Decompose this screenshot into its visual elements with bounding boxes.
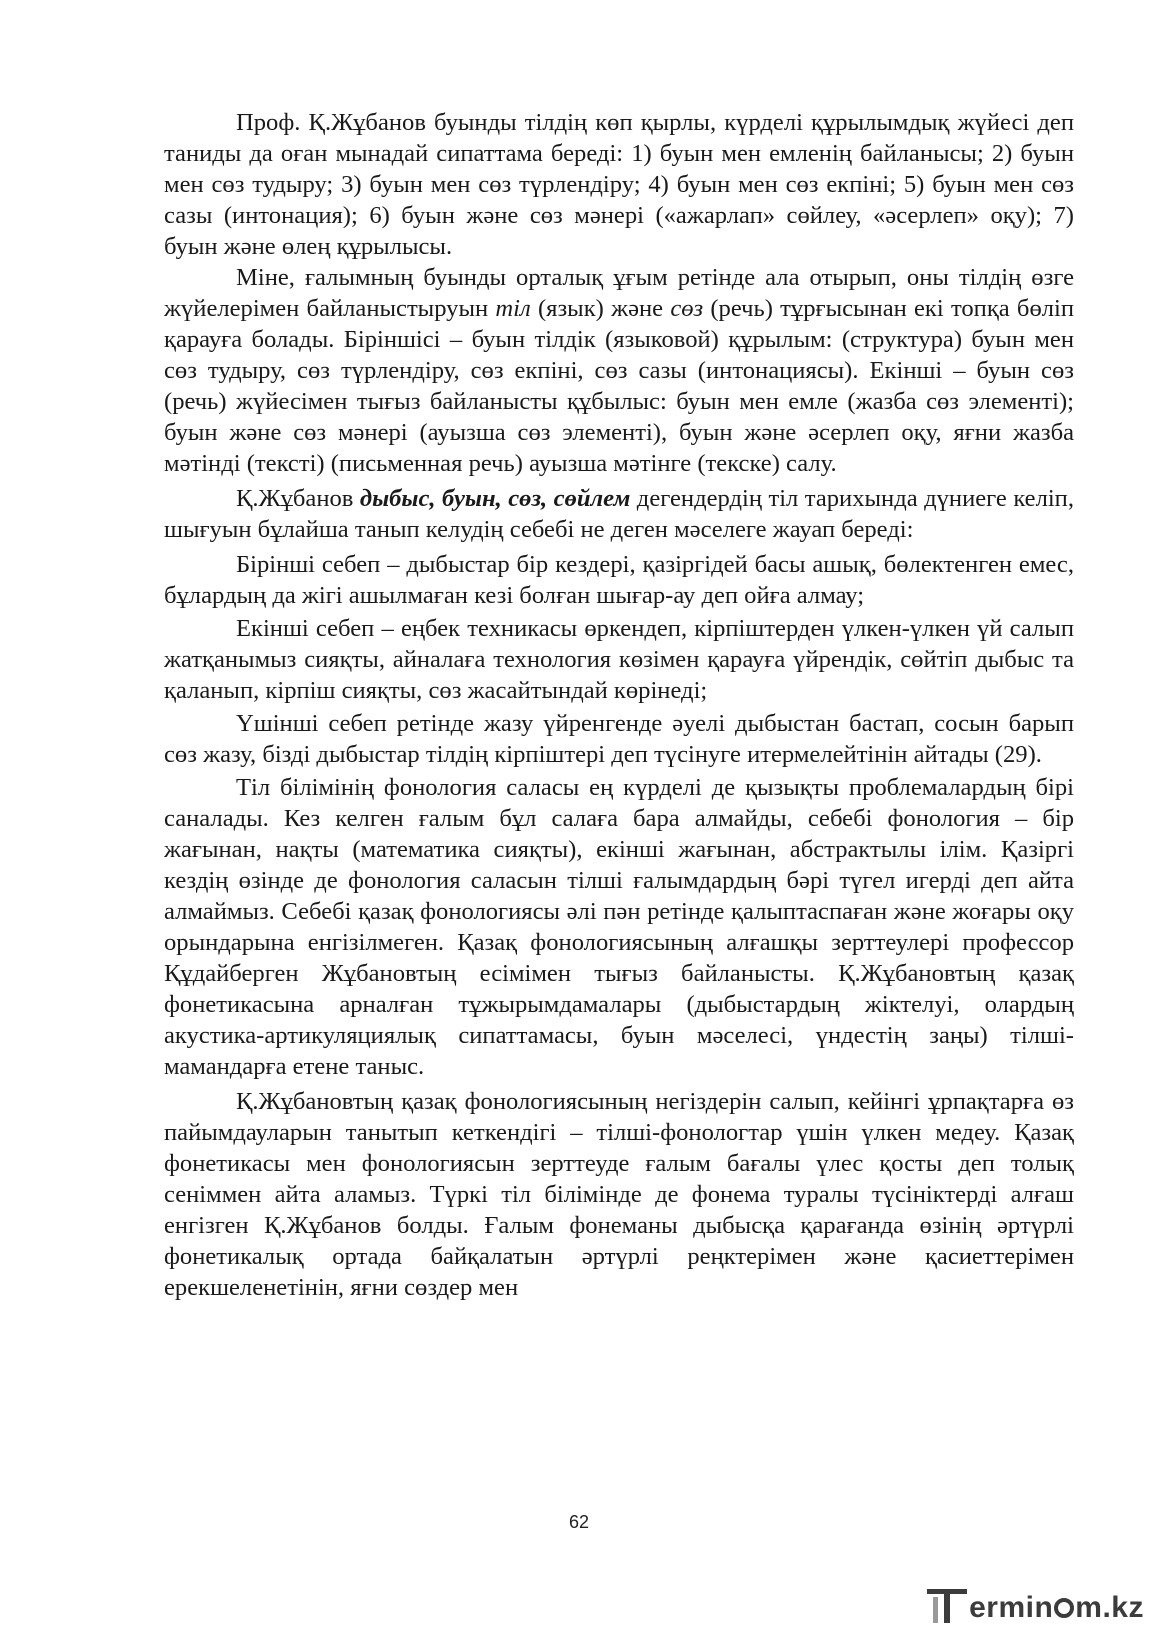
termincom-logo-icon xyxy=(925,1585,969,1625)
paragraph-6: Үшінші себеп ретінде жазу үйренгенде әуелі дыбыстан бастап, сосын барып сөз жазу, бізді дыбыстар тілдің кірпіштері деп түсінуге итермелейтінін айтады (29). xyxy=(164,710,1074,768)
termincom-watermark xyxy=(925,1583,1144,1625)
document-body xyxy=(164,107,1074,1303)
paragraph-2-start: Міне, ғалымның буынды орталық ұғым ретінде ала отырып, оны тілдің өзге жүйелерімен байланыстыруын xyxy=(164,264,1074,322)
paragraph-3-end: дегендердің тіл тарихында дүниеге келіп, шығуын бұлайша танып келудің себебі не деген мәселеге жауап береді: xyxy=(164,485,1074,543)
paragraph-8: Қ.Жұбановтың қазақ фонологиясының негіздерін салып, кейінгі ұрпақтарға өз пайымдауларын танытып кеткендігі – тілші-фонологтар үшін үлкен медеу. Қазақ фонетикасы мен фонологиясын зерттеуде ғалым бағалы үлес қосты деп толық сеніммен айта аламыз. Түркі тіл білімінде де фонема туралы түсініктерді алғаш енгізген Қ.Жұбанов болды. Ғалым фонеманы дыбысқа қарағанда өзінің әртүрлі фонетикалық ортада байқалатын әртүрлі реңктерімен және қасиеттерімен ерекшеленетінін, яғни сөздер мен xyxy=(164,1088,1074,1301)
paragraph-5: Екінші себеп – еңбек техникасы өркендеп, кірпіштерден үлкен-үлкен үй салып жатқанымыз сияқты, айналаға технология көзімен қарауға үйрендік, сөйтіп дыбыс та қаланып, кірпіш сияқты, сөз жасайтындай көрінеді; xyxy=(164,615,1074,704)
term-til: тіл xyxy=(495,295,531,322)
key-terms: дыбыс, буын, сөз, сөйлем xyxy=(359,485,631,512)
term-soz: сөз xyxy=(670,295,704,322)
paragraph-2-middle: (язык) және xyxy=(530,295,671,322)
watermark-text-part1: ermin xyxy=(969,1591,1054,1624)
page-number: 62 xyxy=(568,1512,590,1532)
watermark-o-icon xyxy=(1054,1598,1074,1618)
paragraph-2 xyxy=(164,262,1074,479)
paragraph-3 xyxy=(164,483,1074,545)
watermark-text xyxy=(969,1591,1144,1625)
watermark-text-part3: m.kz xyxy=(1075,1591,1144,1624)
paragraph-3-start: Қ.Жұбанов xyxy=(236,485,360,512)
paragraph-2-end: (речь) тұрғысынан екі топқа бөліп қарауға болады. Біріншісі – буын тілдік (языковой) құрылым: (структура) буын мен сөз тудыру, сөз түрлендіру, сөз екпіні, сөз сазы (интонациясы). Екінші – буын сөз (речь) жүйесімен тығыз байланысты құбылыс: буын мен емле (жазба сөз элементі); буын және сөз мәнері (ауызша сөз элементі), буын және әсерлеп оқу, яғни жазба мәтінді (тексті) (письменная речь) ауызша мәтінге (текске) салу. xyxy=(164,295,1075,477)
paragraph-4: Бірінші себеп – дыбыстар бір кездері, қазіргідей басы ашық, бөлектенген емес, бұлардың да жігі ашылмаған кезі болған шығар-ау деп ойға алмау; xyxy=(164,551,1074,609)
paragraph-7: Тіл білімінің фонология саласы ең күрделі де қызықты проблемалардың бірі саналады. Кез келген ғалым бұл салаға бара алмайды, себебі фонология – бір жағынан, нақты (математика сияқты), екінші жағынан, абстрактылы ілім. Қазіргі кездің өзінде де фонология саласын тілші ғалымдардың бәрі түгел игерді деп айта алмаймыз. Себебі қазақ фонологиясы әлі пән ретінде қалыптаспаған және жоғары оқу орындарына енгізілмеген. Қазақ фонологиясының алғашқы зерттеулері профессор Құдайберген Жұбановтың есімімен тығыз байланысты. Қ.Жұбановтың қазақ фонетикасына арналған тұжырымдамалары (дыбыстардың жіктелуі, олардың акустика-артикуляциялық сипаттамасы, буын мәселесі, үндестің заңы) тілші-мамандарға етене таныс. xyxy=(164,774,1074,1080)
paragraph-1: Проф. Қ.Жұбанов буынды тілдің көп қырлы, күрделі құрылымдық жүйесі деп таниды да оған мынадай сипаттама береді: 1) буын мен емленің байланысы; 2) буын мен сөз тудыру; 3) буын мен сөз түрлендіру; 4) буын мен сөз екпіні; 5) буын мен сөз сазы (интонация); 6) буын және сөз мәнері («ажарлап» сөйлеу, «әсерлеп» оқу); 7) буын және өлең құрылысы. xyxy=(164,109,1074,260)
